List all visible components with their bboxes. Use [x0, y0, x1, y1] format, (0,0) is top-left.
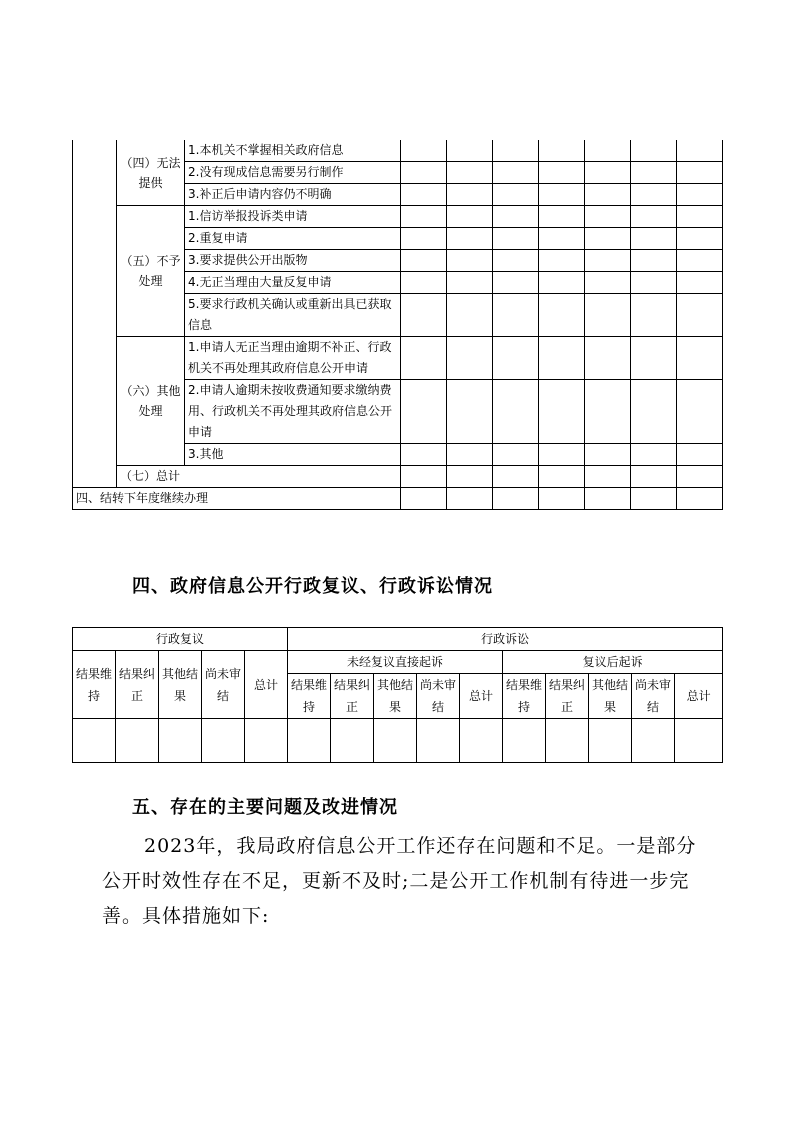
table-cell [677, 272, 723, 294]
table-cell [401, 228, 447, 250]
table-cell [447, 250, 493, 272]
table-cell [447, 294, 493, 337]
table-cell [631, 337, 677, 380]
table-cell [401, 380, 447, 444]
body-paragraph [102, 829, 702, 934]
row-label: 1.信访举报投诉类申请 [185, 206, 401, 228]
table-cell [493, 184, 539, 206]
table-cell [447, 162, 493, 184]
row-label: 3.要求提供公开出版物 [185, 250, 401, 272]
table-cell [677, 162, 723, 184]
row-label: 3.补正后申请内容仍不明确 [185, 184, 401, 206]
after-review-litigation-header: 复议后起诉 [503, 651, 723, 674]
table-cell [539, 488, 585, 510]
table-cell [417, 719, 460, 763]
table-cell [675, 719, 723, 763]
table-cell [677, 228, 723, 250]
after-review-col-header: 其他结果 [589, 674, 632, 719]
table-cell [631, 488, 677, 510]
table-cell [539, 380, 585, 444]
table-cell [677, 444, 723, 466]
table-cell [539, 162, 585, 184]
table-cell [585, 294, 631, 337]
after-review-col-header: 结果纠正 [546, 674, 589, 719]
group-label: （五）不予处理 [117, 206, 185, 337]
admin-review-header: 行政复议 [73, 628, 288, 651]
direct-col-header: 结果维持 [288, 674, 331, 719]
table-cell [585, 488, 631, 510]
after-review-col-header: 尚未审结 [632, 674, 675, 719]
table-cell [677, 294, 723, 337]
table-cell [585, 272, 631, 294]
table-cell [447, 140, 493, 162]
table-cell [589, 719, 632, 763]
table-cell [288, 719, 331, 763]
table-cell [401, 337, 447, 380]
table-cell [447, 272, 493, 294]
table-cell [447, 206, 493, 228]
table-cell [677, 337, 723, 380]
application-handling-table [72, 140, 723, 510]
table-cell [73, 719, 116, 763]
table-cell [401, 488, 447, 510]
table-cell [503, 719, 546, 763]
table-cell [585, 184, 631, 206]
table-cell [447, 184, 493, 206]
table-cell [493, 206, 539, 228]
table-cell [631, 272, 677, 294]
row-label: 3.其他 [185, 444, 401, 466]
direct-col-header: 尚未审结 [417, 674, 460, 719]
table-cell [331, 719, 374, 763]
row-label: 2.重复申请 [185, 228, 401, 250]
table-cell [585, 250, 631, 272]
table-cell [401, 466, 447, 488]
table-cell [374, 719, 417, 763]
row-label: 1.申请人无正当理由逾期不补正、行政机关不再处理其政府信息公开申请 [185, 337, 401, 380]
table-cell [631, 206, 677, 228]
table-cell [539, 294, 585, 337]
table-cell [539, 444, 585, 466]
review-col-header: 尚未审结 [202, 651, 245, 719]
table-cell [631, 228, 677, 250]
after-review-col-header: 结果维持 [503, 674, 546, 719]
direct-litigation-header: 未经复议直接起诉 [288, 651, 503, 674]
row-label: 5.要求行政机关确认或重新出具已获取信息 [185, 294, 401, 337]
blank-left-column [73, 140, 117, 488]
table-cell [677, 488, 723, 510]
table-cell [631, 444, 677, 466]
table-cell [631, 162, 677, 184]
direct-col-header: 总计 [460, 674, 503, 719]
table-cell [631, 294, 677, 337]
table-cell [447, 466, 493, 488]
table-cell [447, 488, 493, 510]
table-cell [116, 719, 159, 763]
table-cell [631, 466, 677, 488]
table-cell [546, 719, 589, 763]
table-cell [401, 250, 447, 272]
table-cell [677, 206, 723, 228]
review-col-header: 其他结果 [159, 651, 202, 719]
table-cell [585, 228, 631, 250]
after-review-col-header: 总计 [675, 674, 723, 719]
table-cell [677, 380, 723, 444]
table-cell [585, 162, 631, 184]
table-cell [539, 228, 585, 250]
table-cell [447, 380, 493, 444]
table-cell [493, 228, 539, 250]
row-label: 2.没有现成信息需要另行制作 [185, 162, 401, 184]
table-cell [631, 184, 677, 206]
table-cell [493, 337, 539, 380]
table-cell [631, 140, 677, 162]
carry-over-label: 四、结转下年度继续办理 [73, 488, 401, 510]
table-cell [539, 250, 585, 272]
table-cell [401, 184, 447, 206]
table-cell [401, 294, 447, 337]
table-cell [493, 466, 539, 488]
table-cell [631, 380, 677, 444]
table-cell [447, 337, 493, 380]
review-col-header: 总计 [245, 651, 288, 719]
table-cell [632, 719, 675, 763]
table-cell [401, 206, 447, 228]
table-cell [202, 719, 245, 763]
review-col-header: 结果纠正 [116, 651, 159, 719]
row-label: 4.无正当理由大量反复申请 [185, 272, 401, 294]
table-cell [631, 250, 677, 272]
table-cell [401, 140, 447, 162]
table-cell [539, 184, 585, 206]
table-cell [401, 162, 447, 184]
table-cell [493, 444, 539, 466]
table-cell [493, 250, 539, 272]
table-cell [585, 380, 631, 444]
section-4-heading: 四、政府信息公开行政复议、行政诉讼情况 [132, 576, 493, 597]
row-label: 1.本机关不掌握相关政府信息 [185, 140, 401, 162]
table-cell [401, 444, 447, 466]
table-cell [493, 488, 539, 510]
table-cell [460, 719, 503, 763]
section-5-heading: 五、存在的主要问题及改进情况 [132, 797, 398, 818]
table-cell [539, 206, 585, 228]
table-cell [585, 466, 631, 488]
paragraph-text: 2023年，我局政府信息公开工作还存在问题和不足。一是部分公开时效性存在不足，更新不及时;二是公开工作机制有待进一步完善。具体措施如下: [102, 835, 697, 927]
table-cell [677, 466, 723, 488]
review-col-header: 结果维持 [73, 651, 116, 719]
row-label: 2.申请人逾期未按收费通知要求缴纳费用、行政机关不再处理其政府信息公开申请 [185, 380, 401, 444]
direct-col-header: 其他结果 [374, 674, 417, 719]
table-cell [539, 337, 585, 380]
table-cell [539, 272, 585, 294]
table-cell [447, 228, 493, 250]
table-cell [677, 184, 723, 206]
table-cell [159, 719, 202, 763]
table-cell [493, 380, 539, 444]
table-cell [585, 337, 631, 380]
table-cell [401, 272, 447, 294]
total-label: （七）总计 [117, 466, 401, 488]
table-cell [539, 140, 585, 162]
review-litigation-table [72, 627, 723, 763]
table-cell [585, 206, 631, 228]
table-cell [447, 444, 493, 466]
table-cell [245, 719, 288, 763]
table-cell [493, 162, 539, 184]
table-cell [677, 250, 723, 272]
table-cell [493, 294, 539, 337]
table-cell [493, 272, 539, 294]
table-cell [539, 466, 585, 488]
table-cell [677, 140, 723, 162]
group-label: （四）无法提供 [117, 140, 185, 206]
table-cell [585, 140, 631, 162]
direct-col-header: 结果纠正 [331, 674, 374, 719]
table-cell [493, 140, 539, 162]
admin-litigation-header: 行政诉讼 [288, 628, 723, 651]
group-label: （六）其他处理 [117, 337, 185, 466]
table-cell [585, 444, 631, 466]
